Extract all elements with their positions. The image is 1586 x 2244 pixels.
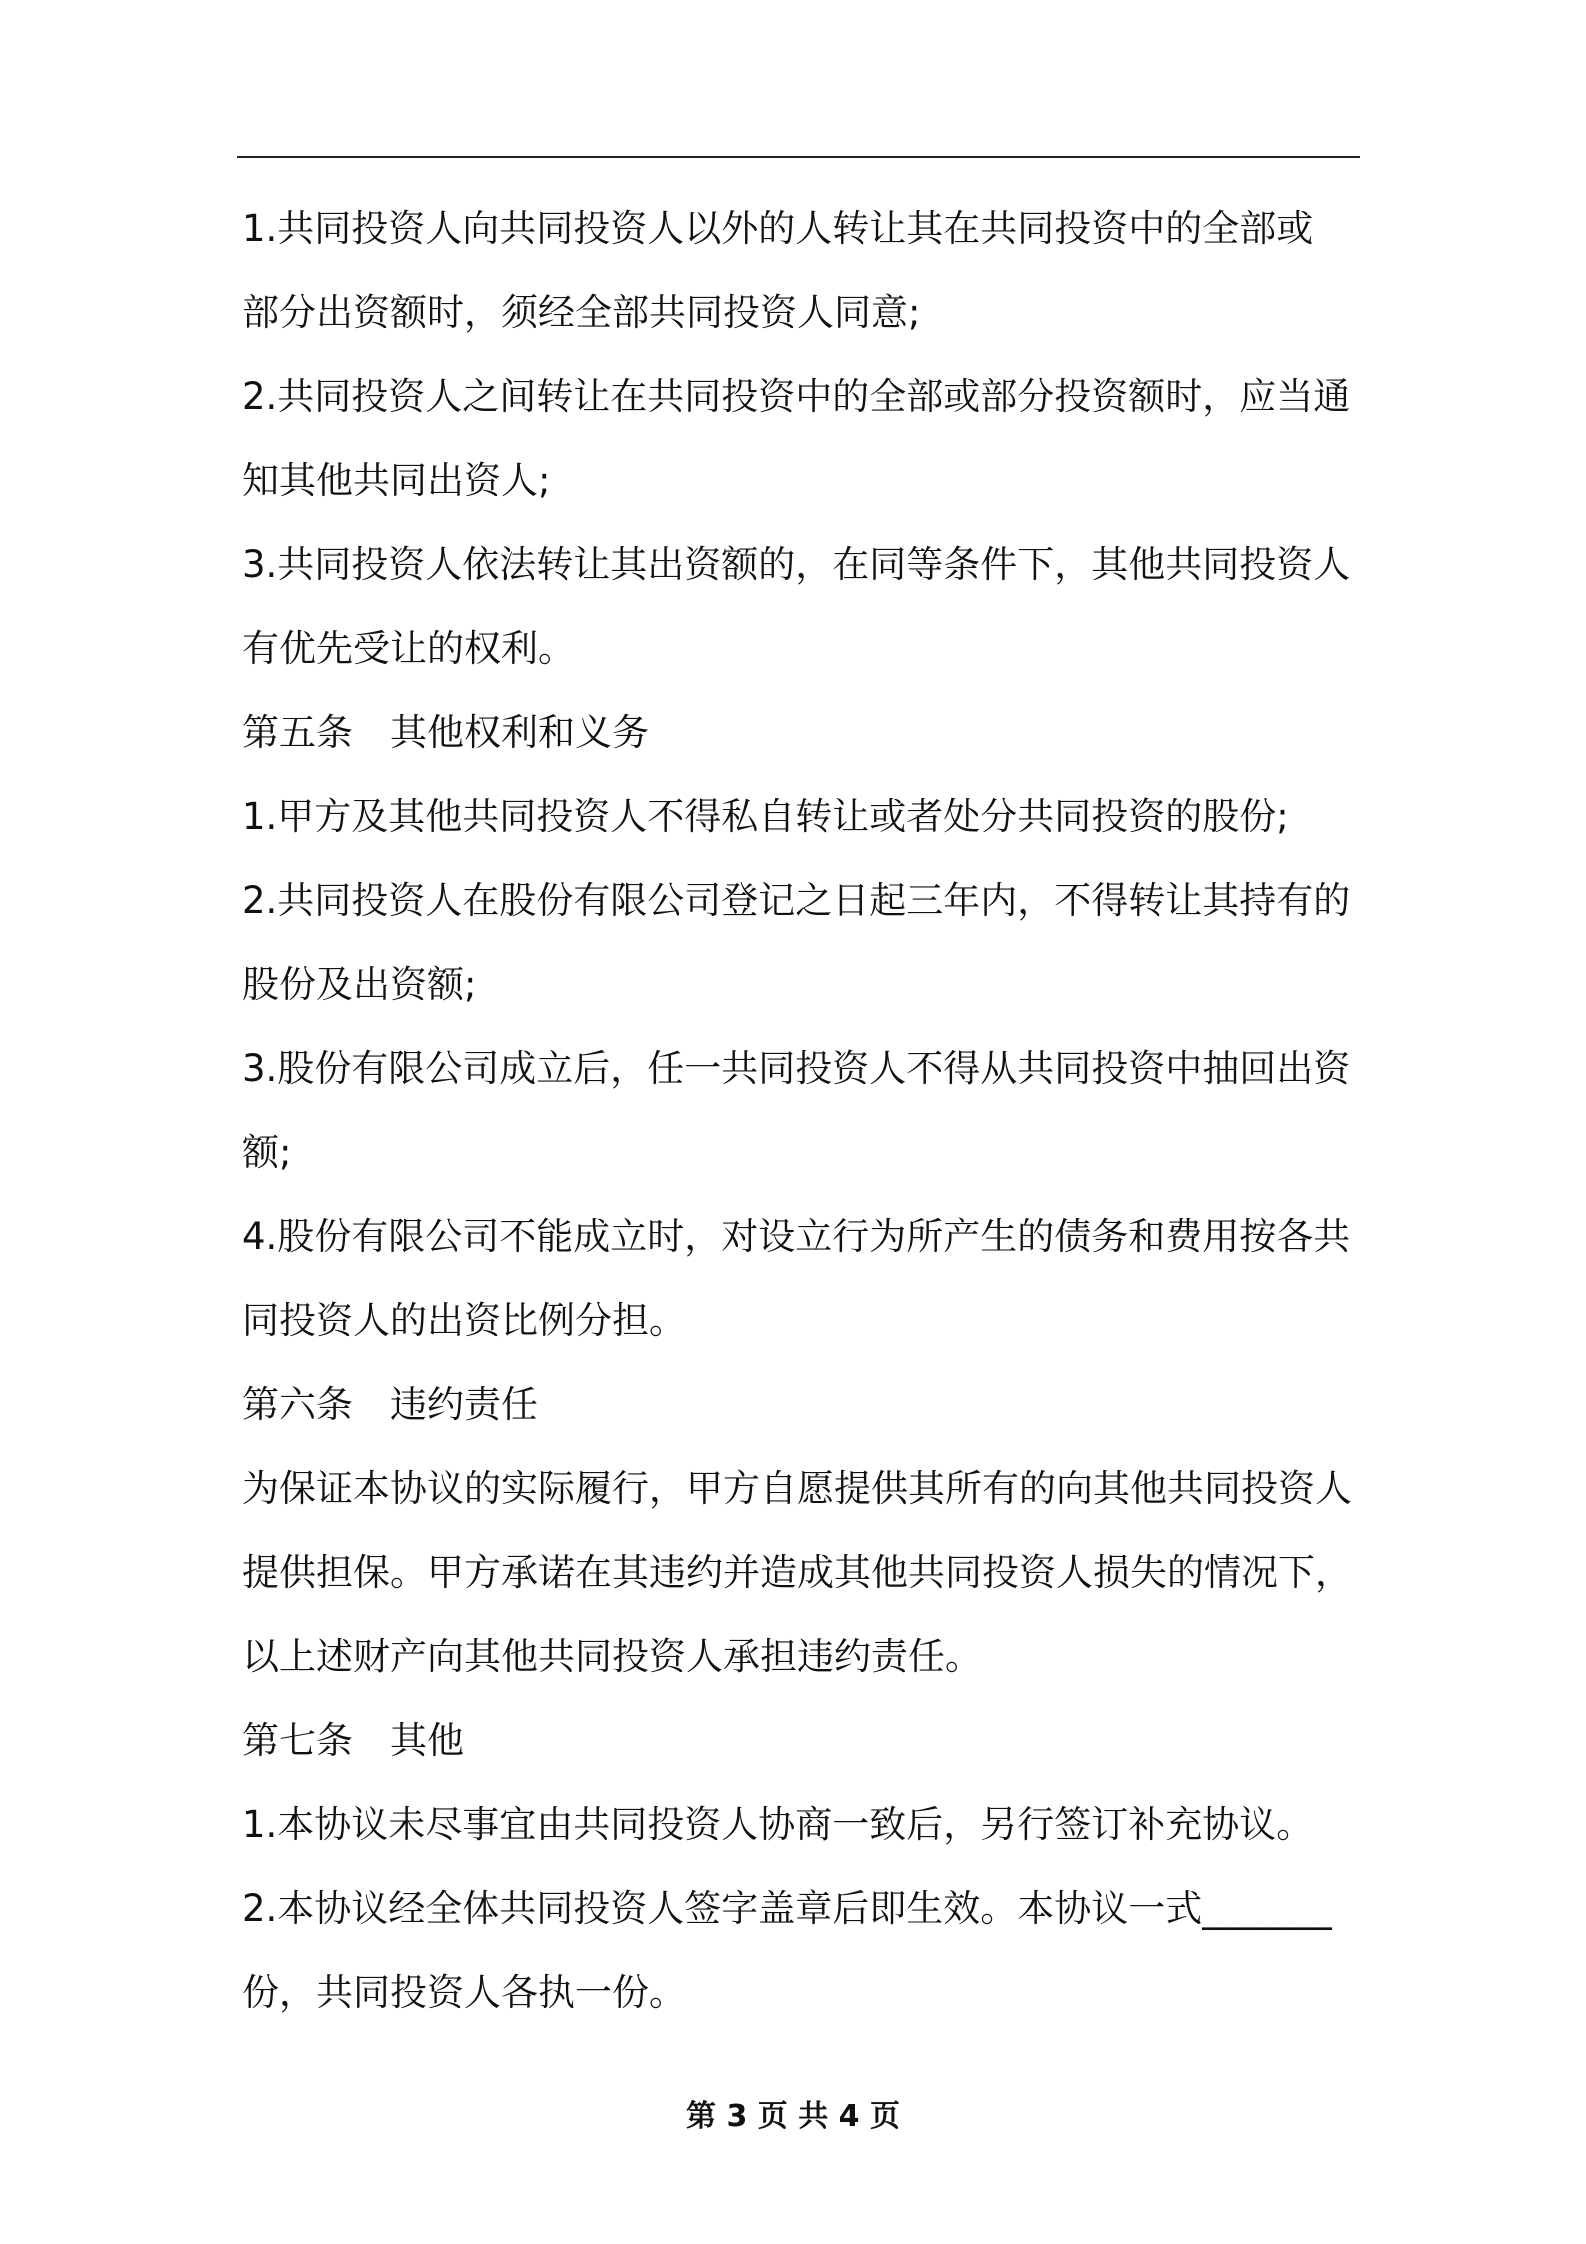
body-line: 1.本协议未尽事宜由共同投资人协商一致后，另行签订补充协议。: [242, 1803, 1314, 1846]
header-divider: [237, 156, 1360, 158]
page-number-footer: 第 3 页 共 4 页: [686, 2099, 900, 2134]
section-heading-article-7: 第七条 其他: [242, 1719, 464, 1762]
body-line: 1.共同投资人向共同投资人以外的人转让其在共同投资中的全部或: [242, 207, 1314, 250]
body-line: 提供担保。甲方承诺在其违约并造成其他共同投资人损失的情况下，: [242, 1551, 1352, 1594]
body-line: 2.共同投资人在股份有限公司登记之日起三年内，不得转让其持有的: [242, 879, 1351, 922]
body-line: 份，共同投资人各执一份。: [242, 1971, 686, 2014]
document-body: [242, 187, 1362, 2035]
body-line: 为保证本协议的实际履行，甲方自愿提供其所有的向其他共同投资人: [242, 1467, 1352, 1510]
body-line: 股份及出资额;: [242, 963, 477, 1006]
body-line: 2.本协议经全体共同投资人签字盖章后即生效。本协议一式_______: [242, 1887, 1332, 1930]
section-heading-article-5: 第五条 其他权利和义务: [242, 711, 649, 754]
body-line: 有优先受让的权利。: [242, 627, 575, 670]
body-line: 3.共同投资人依法转让其出资额的，在同等条件下，其他共同投资人: [242, 543, 1351, 586]
section-heading-article-6: 第六条 违约责任: [242, 1383, 538, 1426]
body-line: 4.股份有限公司不能成立时，对设立行为所产生的债务和费用按各共: [242, 1215, 1351, 1258]
body-line: 额;: [242, 1131, 292, 1174]
body-line: 3.股份有限公司成立后，任一共同投资人不得从共同投资中抽回出资: [242, 1047, 1351, 1090]
body-line: 2.共同投资人之间转让在共同投资中的全部或部分投资额时，应当通: [242, 375, 1351, 418]
body-line: 以上述财产向其他共同投资人承担违约责任。: [242, 1635, 982, 1678]
body-line: 部分出资额时，须经全部共同投资人同意;: [242, 291, 921, 334]
body-line: 同投资人的出资比例分担。: [242, 1299, 686, 1342]
body-line: 1.甲方及其他共同投资人不得私自转让或者处分共同投资的股份;: [242, 795, 1289, 838]
body-line: 知其他共同出资人;: [242, 459, 551, 502]
